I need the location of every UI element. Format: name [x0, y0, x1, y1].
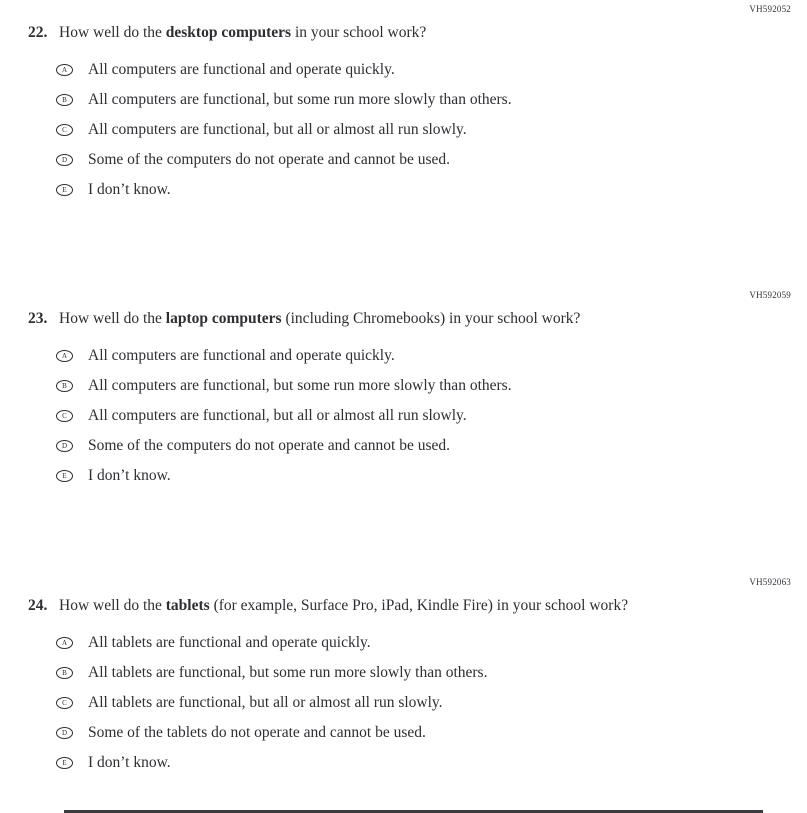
question-text: [59, 308, 580, 329]
prompt-suffix: (for example, Surface Pro, iPad, Kindle Fire) in your school work?: [209, 597, 629, 614]
answer-option-b[interactable]: [56, 376, 807, 396]
option-bubble-b-icon[interactable]: B: [56, 667, 73, 679]
question-block-23: [0, 289, 807, 496]
question-prompt: [0, 308, 807, 329]
option-bubble-d-icon[interactable]: D: [56, 440, 73, 452]
options-list: [0, 60, 807, 200]
question-number: 23.: [28, 310, 48, 327]
option-label: I don’t know.: [88, 181, 171, 198]
answer-option-e[interactable]: [56, 180, 807, 200]
answer-option-a[interactable]: [56, 60, 807, 80]
answer-option-e[interactable]: [56, 753, 807, 773]
option-label: All computers are functional and operate quickly.: [88, 347, 395, 364]
item-code: VH592059: [749, 290, 791, 300]
options-list: [0, 346, 807, 486]
prompt-prefix: How well do the: [59, 24, 166, 41]
prompt-bold: desktop computers: [165, 24, 292, 41]
option-bubble-b-icon[interactable]: B: [56, 94, 73, 106]
answer-option-a[interactable]: [56, 633, 807, 653]
question-block-22: [0, 3, 807, 210]
prompt-suffix: (including Chromebooks) in your school work?: [281, 310, 581, 327]
option-bubble-c-icon[interactable]: C: [56, 697, 73, 709]
answer-option-c[interactable]: [56, 406, 807, 426]
option-bubble-a-icon[interactable]: A: [56, 637, 73, 649]
option-label: All computers are functional, but all or almost all run slowly.: [88, 121, 467, 138]
prompt-bold: tablets: [165, 597, 210, 614]
prompt-prefix: How well do the: [59, 597, 166, 614]
option-bubble-e-icon[interactable]: E: [56, 470, 73, 482]
option-bubble-c-icon[interactable]: C: [56, 410, 73, 422]
question-block-24: [0, 576, 807, 783]
option-label: All tablets are functional and operate quickly.: [88, 634, 371, 651]
answer-option-a[interactable]: [56, 346, 807, 366]
answer-option-d[interactable]: [56, 723, 807, 743]
option-label: I don’t know.: [88, 754, 171, 771]
option-bubble-b-icon[interactable]: B: [56, 380, 73, 392]
option-label: All tablets are functional, but all or almost all run slowly.: [88, 694, 443, 711]
question-text: [59, 22, 426, 43]
option-label: All computers are functional, but all or almost all run slowly.: [88, 407, 467, 424]
option-bubble-d-icon[interactable]: D: [56, 154, 73, 166]
option-bubble-a-icon[interactable]: A: [56, 350, 73, 362]
answer-option-e[interactable]: [56, 466, 807, 486]
question-prompt: [0, 595, 807, 616]
question-text: [59, 595, 628, 616]
option-label: All computers are functional, but some run more slowly than others.: [88, 91, 512, 108]
option-label: Some of the computers do not operate and cannot be used.: [88, 437, 450, 454]
option-label: Some of the tablets do not operate and cannot be used.: [88, 724, 426, 741]
item-code: VH592052: [749, 4, 791, 14]
answer-option-b[interactable]: [56, 663, 807, 683]
option-bubble-d-icon[interactable]: D: [56, 727, 73, 739]
prompt-prefix: How well do the: [59, 310, 166, 327]
option-bubble-e-icon[interactable]: E: [56, 184, 73, 196]
question-number: 24.: [28, 597, 48, 614]
option-bubble-a-icon[interactable]: A: [56, 64, 73, 76]
option-label: All computers are functional and operate quickly.: [88, 61, 395, 78]
prompt-suffix: in your school work?: [291, 24, 427, 41]
question-number: 22.: [28, 24, 48, 41]
option-label: All computers are functional, but some run more slowly than others.: [88, 377, 512, 394]
option-label: Some of the computers do not operate and cannot be used.: [88, 151, 450, 168]
answer-option-c[interactable]: [56, 693, 807, 713]
answer-option-d[interactable]: [56, 436, 807, 456]
options-list: [0, 633, 807, 773]
option-bubble-c-icon[interactable]: C: [56, 124, 73, 136]
option-bubble-e-icon[interactable]: E: [56, 757, 73, 769]
item-code: VH592063: [749, 577, 791, 587]
answer-option-c[interactable]: [56, 120, 807, 140]
answer-option-b[interactable]: [56, 90, 807, 110]
answer-option-d[interactable]: [56, 150, 807, 170]
option-label: All tablets are functional, but some run more slowly than others.: [88, 664, 488, 681]
question-prompt: [0, 22, 807, 43]
option-label: I don’t know.: [88, 467, 171, 484]
prompt-bold: laptop computers: [165, 310, 282, 327]
